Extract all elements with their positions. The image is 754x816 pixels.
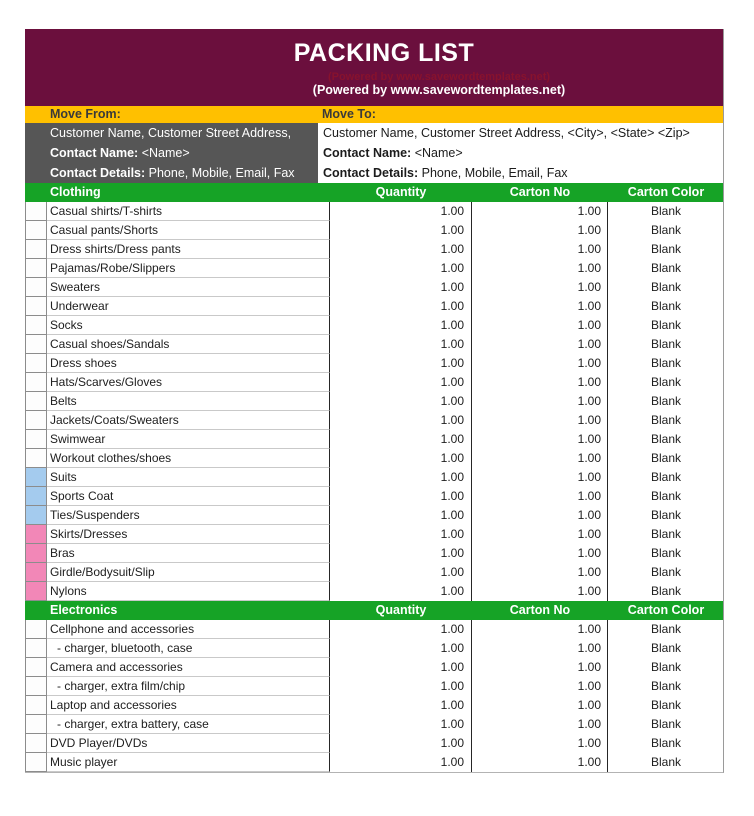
section-header-row (25, 601, 723, 620)
item-label: Sweaters (47, 278, 330, 297)
carton-no-cell[interactable]: 1.00 (472, 221, 608, 240)
table-row (25, 373, 723, 392)
move-to-label: Move To: (322, 107, 376, 121)
carton-no-cell[interactable]: 1.00 (472, 335, 608, 354)
item-label: Socks (47, 316, 330, 335)
item-label: Dress shoes (47, 354, 330, 373)
checkbox-cell[interactable] (25, 316, 47, 335)
section-name: Electronics (50, 603, 118, 617)
item-label: Underwear (47, 297, 330, 316)
table-row (25, 354, 723, 373)
carton-color-column-header: Carton Color (627, 603, 705, 617)
checkbox-cell[interactable] (25, 487, 47, 506)
item-label: Workout clothes/shoes (47, 449, 330, 468)
move-from-address: Customer Name, Customer Street Address, (50, 126, 292, 140)
checkbox-cell[interactable] (25, 734, 47, 753)
section-name: Clothing (50, 185, 101, 199)
item-label: Music player (47, 753, 330, 772)
quantity-cell[interactable]: 1.00 (330, 620, 472, 639)
checkbox-cell[interactable] (25, 278, 47, 297)
table-row (25, 582, 723, 601)
carton-color-cell[interactable]: Blank (650, 204, 682, 218)
carton-color-cell[interactable]: Blank (650, 432, 682, 446)
table-row (25, 525, 723, 544)
table-row (25, 392, 723, 411)
carton-color-cell[interactable]: Blank (650, 413, 682, 427)
checkbox-cell[interactable] (25, 297, 47, 316)
quantity-cell[interactable]: 1.00 (330, 753, 472, 772)
carton-no-cell[interactable]: 1.00 (472, 525, 608, 544)
carton-no-cell[interactable]: 1.00 (472, 411, 608, 430)
quantity-cell[interactable]: 1.00 (330, 658, 472, 677)
item-label: Cellphone and accessories (47, 620, 330, 639)
item-label: Jackets/Coats/Sweaters (47, 411, 330, 430)
quantity-cell[interactable]: 1.00 (330, 677, 472, 696)
quantity-cell[interactable]: 1.00 (330, 544, 472, 563)
carton-no-cell[interactable]: 1.00 (472, 316, 608, 335)
carton-color-cell[interactable]: Blank (650, 679, 682, 693)
carton-no-cell[interactable]: 1.00 (472, 582, 608, 601)
carton-color-cell[interactable]: Blank (650, 394, 682, 408)
checkbox-cell[interactable] (25, 525, 47, 544)
quantity-cell[interactable]: 1.00 (330, 487, 472, 506)
table-row (25, 620, 723, 639)
item-label: - charger, extra battery, case (47, 715, 330, 734)
item-label: Suits (47, 468, 330, 487)
table-row (25, 658, 723, 677)
table-row (25, 335, 723, 354)
quantity-cell[interactable]: 1.00 (330, 563, 472, 582)
carton-color-cell[interactable]: Blank (650, 641, 682, 655)
carton-color-cell[interactable]: Blank (650, 242, 682, 256)
item-label: Ties/Suspenders (47, 506, 330, 525)
document-header (25, 29, 723, 106)
quantity-cell[interactable]: 1.00 (330, 221, 472, 240)
carton-color-cell[interactable]: Blank (650, 375, 682, 389)
quantity-cell[interactable]: 1.00 (330, 734, 472, 753)
carton-color-cell[interactable]: Blank (650, 565, 682, 579)
checkbox-cell[interactable] (25, 449, 47, 468)
carton-no-cell[interactable]: 1.00 (472, 563, 608, 582)
quantity-cell[interactable]: 1.00 (330, 373, 472, 392)
move-to-contact-details: Contact Details: Phone, Mobile, Email, Fax (323, 166, 568, 180)
item-label: - charger, bluetooth, case (47, 639, 330, 658)
table-row (25, 278, 723, 297)
checkbox-cell[interactable] (25, 639, 47, 658)
carton-no-cell[interactable]: 1.00 (472, 506, 608, 525)
carton-color-cell[interactable]: Blank (650, 337, 682, 351)
carton-color-cell[interactable]: Blank (650, 318, 682, 332)
item-label: Swimwear (47, 430, 330, 449)
carton-no-cell[interactable]: 1.00 (472, 259, 608, 278)
carton-no-cell[interactable]: 1.00 (472, 297, 608, 316)
checkbox-cell[interactable] (25, 354, 47, 373)
packing-table (25, 183, 723, 772)
table-row (25, 753, 723, 772)
carton-color-cell[interactable]: Blank (650, 508, 682, 522)
carton-color-cell[interactable]: Blank (650, 356, 682, 370)
carton-color-cell[interactable]: Blank (650, 736, 682, 750)
powered-by-shadow-text: (Powered by www.savewordtemplates.net) (327, 71, 551, 83)
quantity-cell[interactable]: 1.00 (330, 430, 472, 449)
quantity-cell[interactable]: 1.00 (330, 335, 472, 354)
carton-no-cell[interactable]: 1.00 (472, 468, 608, 487)
table-row (25, 734, 723, 753)
item-label: Nylons (47, 582, 330, 601)
table-row (25, 696, 723, 715)
carton-no-cell[interactable]: 1.00 (472, 734, 608, 753)
quantity-cell[interactable]: 1.00 (330, 202, 472, 221)
table-row (25, 259, 723, 278)
item-label: Casual pants/Shorts (47, 221, 330, 240)
carton-color-cell[interactable]: Blank (650, 698, 682, 712)
page-title: PACKING LIST (293, 39, 475, 67)
item-label: Dress shirts/Dress pants (47, 240, 330, 259)
carton-no-cell[interactable]: 1.00 (472, 487, 608, 506)
carton-no-cell[interactable]: 1.00 (472, 373, 608, 392)
carton-color-cell[interactable]: Blank (650, 299, 682, 313)
table-row (25, 240, 723, 259)
quantity-cell[interactable]: 1.00 (330, 316, 472, 335)
quantity-cell[interactable]: 1.00 (330, 715, 472, 734)
checkbox-cell[interactable] (25, 506, 47, 525)
table-row (25, 677, 723, 696)
carton-no-cell[interactable]: 1.00 (472, 677, 608, 696)
carton-color-cell[interactable]: Blank (650, 755, 682, 769)
checkbox-cell[interactable] (25, 582, 47, 601)
checkbox-cell[interactable] (25, 468, 47, 487)
move-from-details[interactable] (25, 123, 318, 183)
checkbox-cell[interactable] (25, 544, 47, 563)
table-row (25, 487, 723, 506)
table-row (25, 221, 723, 240)
checkbox-cell[interactable] (25, 563, 47, 582)
carton-no-cell[interactable]: 1.00 (472, 715, 608, 734)
carton-no-cell[interactable]: 1.00 (472, 620, 608, 639)
checkbox-cell[interactable] (25, 392, 47, 411)
checkbox-cell[interactable] (25, 411, 47, 430)
carton-color-column-header: Carton Color (627, 185, 705, 199)
quantity-cell[interactable]: 1.00 (330, 582, 472, 601)
quantity-cell[interactable]: 1.00 (330, 297, 472, 316)
table-row (25, 544, 723, 563)
move-from-contact-name: Contact Name: <Name> (50, 146, 190, 160)
checkbox-cell[interactable] (25, 715, 47, 734)
carton-color-cell[interactable]: Blank (650, 717, 682, 731)
carton-color-cell[interactable]: Blank (650, 584, 682, 598)
quantity-cell[interactable]: 1.00 (330, 449, 472, 468)
customer-info-block (25, 123, 723, 183)
item-label: Belts (47, 392, 330, 411)
quantity-cell[interactable]: 1.00 (330, 696, 472, 715)
item-label: Skirts/Dresses (47, 525, 330, 544)
move-from-contact-details: Contact Details: Phone, Mobile, Email, Fax (50, 166, 295, 180)
move-labels-bar (25, 106, 723, 123)
carton-color-cell[interactable]: Blank (650, 223, 682, 237)
quantity-cell[interactable]: 1.00 (330, 392, 472, 411)
carton-color-cell[interactable]: Blank (650, 546, 682, 560)
item-label: Hats/Scarves/Gloves (47, 373, 330, 392)
section-header-row (25, 183, 723, 202)
table-row (25, 411, 723, 430)
carton-color-cell[interactable]: Blank (650, 489, 682, 503)
carton-no-column-header: Carton No (509, 185, 571, 199)
quantity-cell[interactable]: 1.00 (330, 411, 472, 430)
table-row (25, 563, 723, 582)
table-row (25, 316, 723, 335)
carton-color-cell[interactable]: Blank (650, 622, 682, 636)
checkbox-cell[interactable] (25, 620, 47, 639)
quantity-cell[interactable]: 1.00 (330, 468, 472, 487)
carton-no-cell[interactable]: 1.00 (472, 430, 608, 449)
checkbox-cell[interactable] (25, 240, 47, 259)
item-label: Camera and accessories (47, 658, 330, 677)
table-row (25, 297, 723, 316)
item-label: DVD Player/DVDs (47, 734, 330, 753)
checkbox-cell[interactable] (25, 677, 47, 696)
table-row (25, 639, 723, 658)
carton-no-cell[interactable]: 1.00 (472, 392, 608, 411)
carton-color-cell[interactable]: Blank (650, 451, 682, 465)
carton-no-cell[interactable]: 1.00 (472, 544, 608, 563)
quantity-cell[interactable]: 1.00 (330, 259, 472, 278)
quantity-cell[interactable]: 1.00 (330, 506, 472, 525)
carton-color-cell[interactable]: Blank (650, 527, 682, 541)
quantity-column-header: Quantity (375, 603, 427, 617)
item-label: Casual shoes/Sandals (47, 335, 330, 354)
item-label: Pajamas/Robe/Slippers (47, 259, 330, 278)
carton-no-cell[interactable]: 1.00 (472, 658, 608, 677)
checkbox-cell[interactable] (25, 202, 47, 221)
checkbox-cell[interactable] (25, 753, 47, 772)
table-row (25, 202, 723, 221)
quantity-cell[interactable]: 1.00 (330, 354, 472, 373)
carton-no-cell[interactable]: 1.00 (472, 354, 608, 373)
carton-no-column-header: Carton No (509, 603, 571, 617)
carton-no-cell[interactable]: 1.00 (472, 240, 608, 259)
carton-color-cell[interactable]: Blank (650, 470, 682, 484)
table-row (25, 506, 723, 525)
quantity-column-header: Quantity (375, 185, 427, 199)
item-label: Bras (47, 544, 330, 563)
checkbox-cell[interactable] (25, 658, 47, 677)
move-to-details[interactable] (318, 123, 723, 183)
checkbox-cell[interactable] (25, 335, 47, 354)
table-row (25, 430, 723, 449)
carton-no-cell[interactable]: 1.00 (472, 202, 608, 221)
quantity-cell[interactable]: 1.00 (330, 525, 472, 544)
powered-by-text: (Powered by www.savewordtemplates.net) (312, 83, 566, 97)
carton-no-cell[interactable]: 1.00 (472, 696, 608, 715)
checkbox-cell[interactable] (25, 373, 47, 392)
checkbox-cell[interactable] (25, 430, 47, 449)
carton-color-cell[interactable]: Blank (650, 660, 682, 674)
item-label: - charger, extra film/chip (47, 677, 330, 696)
checkbox-cell[interactable] (25, 221, 47, 240)
move-to-address: Customer Name, Customer Street Address, <City>, <State> <Zip> (323, 126, 690, 140)
item-label: Girdle/Bodysuit/Slip (47, 563, 330, 582)
table-row (25, 468, 723, 487)
carton-no-cell[interactable]: 1.00 (472, 278, 608, 297)
quantity-cell[interactable]: 1.00 (330, 278, 472, 297)
table-row (25, 715, 723, 734)
move-from-label: Move From: (50, 107, 121, 121)
checkbox-cell[interactable] (25, 259, 47, 278)
item-label: Sports Coat (47, 487, 330, 506)
item-label: Laptop and accessories (47, 696, 330, 715)
carton-no-cell[interactable]: 1.00 (472, 639, 608, 658)
move-to-contact-name: Contact Name: <Name> (323, 146, 463, 160)
carton-no-cell[interactable]: 1.00 (472, 449, 608, 468)
carton-color-cell[interactable]: Blank (650, 261, 682, 275)
packing-list-sheet (25, 29, 724, 773)
carton-color-cell[interactable]: Blank (650, 280, 682, 294)
checkbox-cell[interactable] (25, 696, 47, 715)
quantity-cell[interactable]: 1.00 (330, 240, 472, 259)
quantity-cell[interactable]: 1.00 (330, 639, 472, 658)
carton-no-cell[interactable]: 1.00 (472, 753, 608, 772)
item-label: Casual shirts/T-shirts (47, 202, 330, 221)
table-row (25, 449, 723, 468)
